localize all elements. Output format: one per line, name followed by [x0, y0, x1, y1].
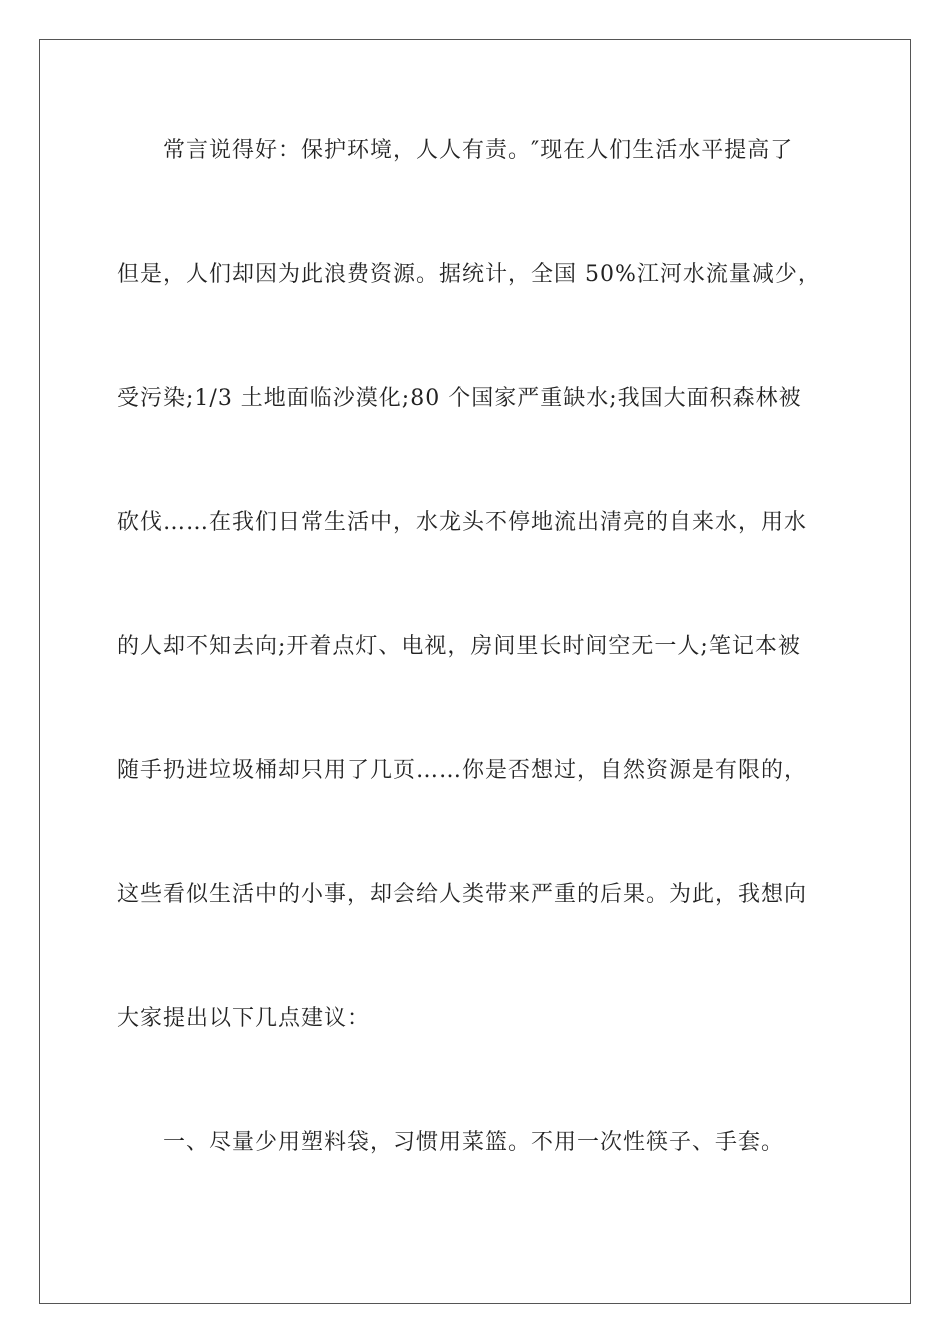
suggestion-item-1: 一、尽量少用塑料袋，习惯用菜篮。不用一次性筷子、手套。: [163, 1130, 785, 1155]
page-border: [39, 39, 911, 1304]
paragraph-line-1: 常言说得好：保护环境，人人有责。″现在人们生活水平提高了: [163, 138, 794, 163]
paragraph-line-4: 砍伐……在我们日常生活中，水龙头不停地流出清亮的自来水，用水: [117, 510, 808, 535]
paragraph-line-5: 的人却不知去向;开着点灯、电视，房间里长时间空无一人;笔记本被: [117, 634, 801, 659]
paragraph-line-6: 随手扔进垃圾桶却只用了几页……你是否想过，自然资源是有限的，: [117, 758, 808, 783]
paragraph-line-8: 大家提出以下几点建议：: [117, 1006, 371, 1031]
paragraph-line-7: 这些看似生活中的小事，却会给人类带来严重的后果。为此，我想向: [117, 882, 808, 907]
paragraph-line-3: 受污染;1/3 土地面临沙漠化;80 个国家严重缺水;我国大面积森林被: [117, 386, 802, 411]
paragraph-line-2: 但是，人们却因为此浪费资源。据统计，全国 50%江河水流量减少，: [117, 262, 821, 287]
